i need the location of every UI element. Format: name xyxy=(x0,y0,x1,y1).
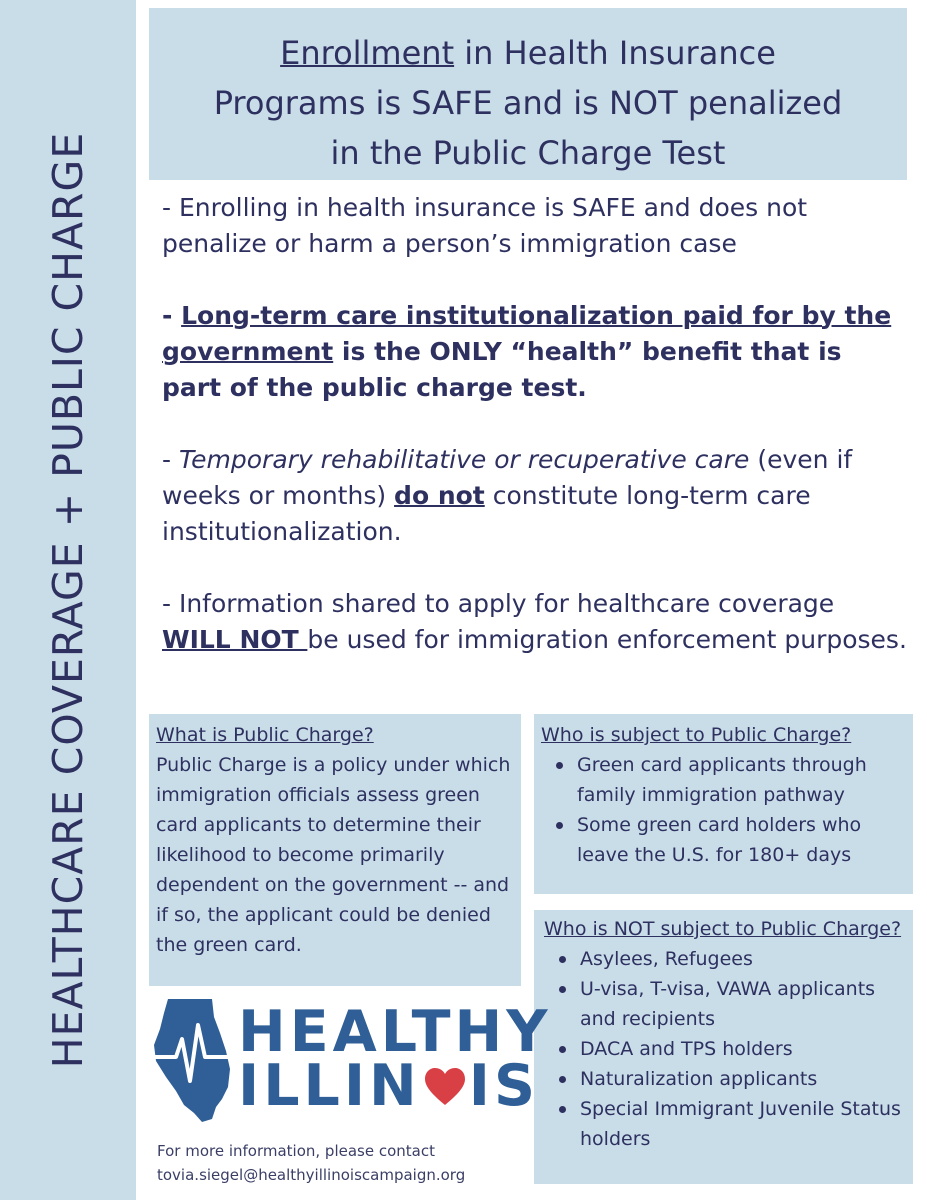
point-4 xyxy=(162,586,907,658)
point-4-underlined: WILL NOT xyxy=(162,625,308,654)
list-item: Special Immigrant Juvenile Status holders xyxy=(544,1094,907,1154)
who-list xyxy=(541,750,907,870)
side-band xyxy=(0,0,136,1200)
who-is-subject-panel xyxy=(534,714,913,894)
point-1: - Enrolling in health insurance is SAFE and does not penalize or harm a person’s immigration case xyxy=(162,193,808,258)
list-item: U-visa, T-visa, VAWA applicants and recipients xyxy=(544,974,907,1034)
contact-info xyxy=(157,1139,465,1187)
point-2-prefix: - xyxy=(162,301,182,330)
point-3-italic: Temporary rehabilitative or recuperative care xyxy=(178,445,750,474)
header-box xyxy=(149,8,907,180)
illinois-state-icon xyxy=(150,995,240,1125)
logo-is: IS xyxy=(468,1053,540,1119)
who-is-not-subject-panel xyxy=(534,910,913,1184)
header-line-3: in the Public Charge Test xyxy=(330,134,726,172)
contact-line: For more information, please contact xyxy=(157,1142,435,1160)
logo-word-illinois xyxy=(238,1053,539,1119)
header-line-2: Programs is SAFE and is NOT penalized xyxy=(213,84,843,122)
list-item: DACA and TPS holders xyxy=(544,1034,907,1064)
point-3-underlined: do not xyxy=(394,481,485,510)
list-item: Naturalization applicants xyxy=(544,1064,907,1094)
list-item: Green card applicants through family immigration pathway xyxy=(541,750,907,810)
who-panel-title: Who is subject to Public Charge? xyxy=(541,724,852,746)
header-line-1-rest: in Health Insurance xyxy=(454,34,776,72)
point-2-rest: is the ONLY “health” benefit that is part of the public charge test. xyxy=(162,337,842,402)
not-panel-title: Who is NOT subject to Public Charge? xyxy=(544,918,902,940)
point-2-underlined: Long-term care institutionalization paid for by the government xyxy=(162,301,892,366)
point-3 xyxy=(162,442,907,550)
point-4-line-1: - Information shared to apply for healthcare coverage xyxy=(162,589,835,618)
point-3-rest: constitute long-term care institutionalization. xyxy=(162,481,811,546)
point-4-rest: be used for immigration enforcement purposes. xyxy=(307,625,907,654)
what-is-public-charge-panel xyxy=(149,714,521,986)
healthy-illinois-logo xyxy=(150,995,552,1125)
key-points xyxy=(162,190,907,658)
contact-email: tovia.siegel@healthyillinoiscampaign.org xyxy=(157,1166,466,1184)
point-2 xyxy=(162,298,907,406)
header-underlined-word: Enrollment xyxy=(280,34,455,72)
what-panel-body: Public Charge is a policy under which immigration officials assess green card applicants to determine their likelihood to become primarily dependent on the government -- and if so, the applicant could be denied the green card. xyxy=(156,754,511,956)
what-panel-title: What is Public Charge? xyxy=(156,724,374,746)
logo-illin: ILLIN xyxy=(238,1053,421,1119)
list-item: Asylees, Refugees xyxy=(544,944,907,974)
not-list xyxy=(544,944,907,1154)
vertical-title: HEALTHCARE COVERAGE + PUBLIC CHARGE xyxy=(44,131,92,1069)
header-line-1 xyxy=(149,28,907,78)
list-item: Some green card holders who leave the U.S. for 180+ days xyxy=(541,810,907,870)
heart-icon xyxy=(423,1067,467,1107)
point-3-prefix: - xyxy=(162,445,179,474)
logo-word-healthy: HEALTHY xyxy=(238,999,552,1065)
point-3-mid: (even if weeks or months) xyxy=(162,445,853,510)
